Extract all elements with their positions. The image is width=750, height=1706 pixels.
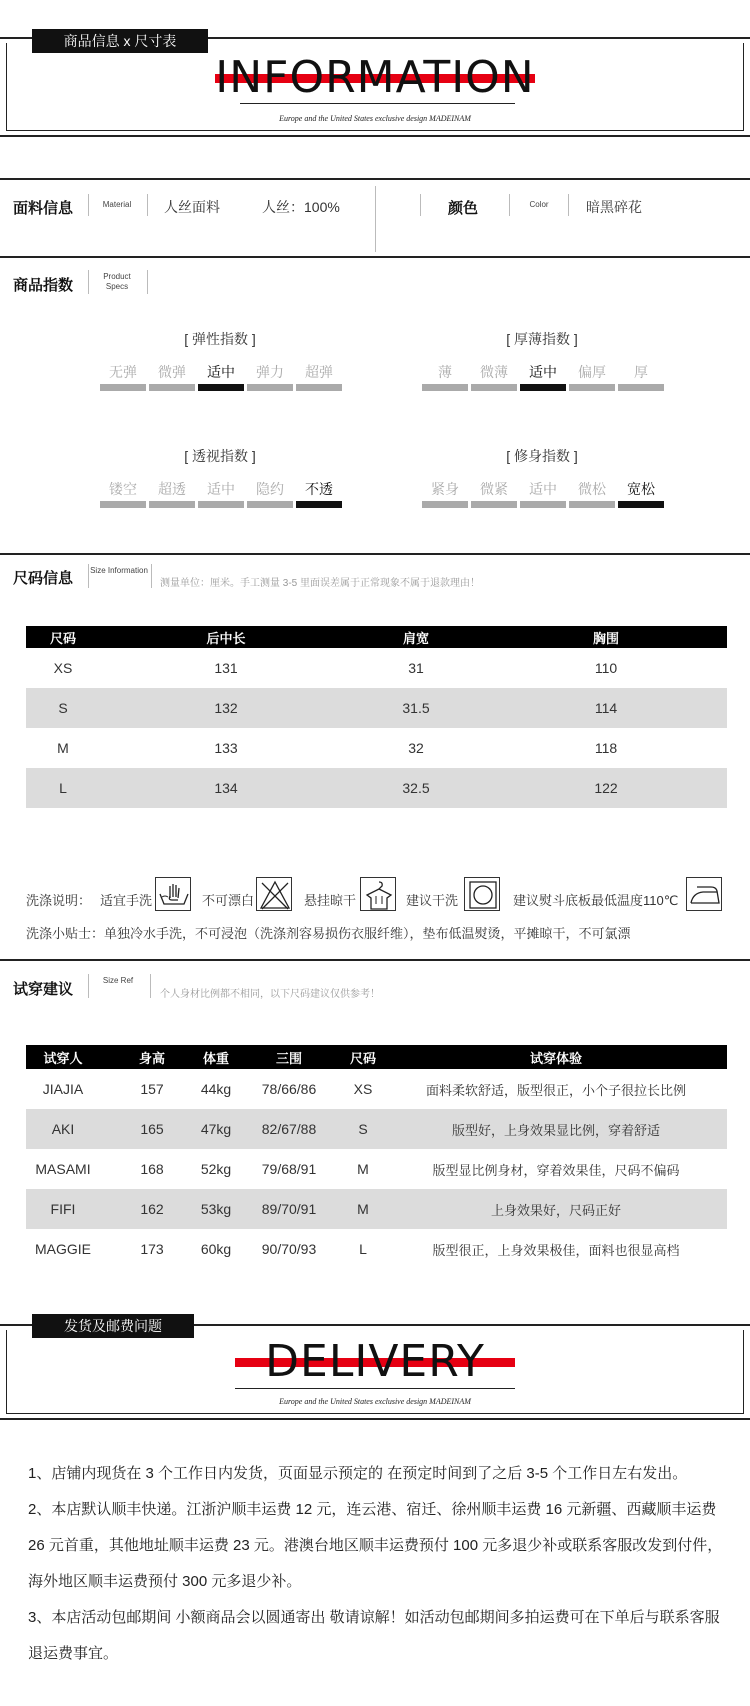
specs-en: Product Specs [103, 272, 131, 291]
table-row [26, 1149, 727, 1189]
care-item: 适宜手洗 [100, 893, 153, 908]
scale-bar [520, 501, 566, 508]
delivery-line: 1、店铺内现货在 3 个工作日内发货，页面显示预定的 在预定时间到了之后 3-5 个工作日左右发出。 [28, 1465, 688, 1482]
table-row [26, 688, 727, 728]
table-cell: 面料柔软舒适，版型很正，小个子很拉长比例 [425, 1082, 686, 1098]
table-cell: 157 [140, 1081, 164, 1097]
table-cell: M [357, 1161, 369, 1177]
specs-title: 商品指数 [13, 277, 74, 294]
scale-option [569, 479, 615, 508]
scale-option-label: 紧身 [431, 481, 459, 497]
scale-option [149, 362, 195, 391]
divider [0, 178, 750, 180]
table-cell: XS [353, 1081, 373, 1097]
delivery-tag: 发货及邮费问题 [32, 1314, 194, 1338]
delivery-banner-word: DELIVERY [265, 1336, 485, 1387]
table-cell: 版型显比例身材，穿着效果佳，尺码不偏码 [432, 1162, 680, 1178]
scale-option [471, 362, 517, 391]
table-cell: 47kg [200, 1121, 232, 1137]
scale-option-label: 适中 [529, 364, 557, 380]
table-cell: XS [53, 660, 73, 676]
size-table [26, 626, 727, 808]
table-cell: M [57, 740, 69, 756]
table-cell: 173 [140, 1241, 164, 1257]
scale-option [520, 479, 566, 508]
table-cell: 165 [140, 1121, 164, 1137]
scale-option [296, 362, 342, 391]
delivery-banner-sub: Europe and the United States exclusive design MADEINAM [279, 1397, 471, 1406]
scale-option [618, 479, 664, 508]
separator [88, 564, 89, 588]
table-cell: M [357, 1201, 369, 1217]
table-row [26, 1229, 727, 1269]
scale-bar [296, 501, 342, 508]
header-cell: 尺码 [349, 1050, 376, 1066]
thickness-title: [ 厚薄指数 ] [506, 331, 578, 347]
info-banner-word: INFORMATION [215, 52, 535, 103]
separator [150, 974, 151, 998]
fabric-name: 人丝面料 [164, 199, 220, 215]
no-bleach-icon [256, 877, 292, 911]
table-cell: 122 [594, 780, 618, 796]
table-cell: MASAMI [35, 1161, 91, 1177]
scale-option-label: 微松 [578, 481, 606, 497]
size-en: Size Information [90, 566, 148, 575]
delivery-line: 3、本店活动包邮期间 小额商品会以圆通寄出 敬请谅解！如活动包邮期间多拍运费可在下单后与联系客服 [28, 1609, 720, 1626]
iron-icon [686, 877, 722, 911]
table-cell: 89/70/91 [261, 1201, 317, 1217]
fit-note: 个人身材比例都不相同，以下尺码建议仅供参考！ [160, 989, 380, 1000]
separator [88, 270, 89, 294]
table-cell: L [359, 1241, 367, 1257]
scale-bar [100, 501, 146, 508]
table-cell: 上身效果好，尺码正好 [490, 1202, 621, 1218]
table-cell: 32.5 [402, 780, 430, 796]
scale-option-label: 适中 [529, 481, 557, 497]
scale-option [149, 479, 195, 508]
table-row [26, 648, 727, 688]
elasticity-title: [ 弹性指数 ] [184, 331, 256, 347]
table-cell: 31 [408, 660, 424, 676]
table-row [26, 728, 727, 768]
scale-option [247, 362, 293, 391]
table-cell: 53kg [200, 1201, 232, 1217]
separator [147, 270, 148, 294]
size-note: 测量单位：厘米。手工测量 3-5 里面误差属于正常现象不属于退款理由！ [160, 578, 481, 589]
scale-option-label: 镂空 [109, 481, 137, 497]
scale-option [100, 362, 146, 391]
table-cell: 168 [140, 1161, 164, 1177]
header-cell: 体重 [202, 1050, 229, 1066]
dry-clean-icon [464, 877, 500, 911]
table-cell: 32 [408, 740, 424, 756]
table-cell: S [358, 1121, 368, 1137]
fabric-composition: 人丝：100% [262, 199, 340, 215]
scale-option [247, 479, 293, 508]
table-cell: 79/68/91 [261, 1161, 317, 1177]
care-item: 悬挂晾干 [304, 893, 357, 908]
table-cell: 162 [140, 1201, 164, 1217]
separator [147, 194, 148, 216]
care-tips: 洗涤小贴士：单独冷水手洗，不可浸泡（洗涤剂容易损伤衣服纤维），垫布低温熨烫，平摊晾干，不可氯漂 [26, 926, 631, 941]
scale-bar [569, 384, 615, 391]
separator [420, 194, 421, 216]
header-cell: 后中长 [206, 630, 246, 646]
table-cell: AKI [51, 1121, 75, 1137]
scale-bar [247, 501, 293, 508]
delivery-line: 退运费事宜。 [28, 1645, 119, 1662]
table-cell: 82/67/88 [261, 1121, 317, 1137]
scale-option-label: 宽松 [627, 481, 655, 497]
scale-bar [100, 384, 146, 391]
scale-option [296, 479, 342, 508]
scale-option-label: 超弹 [305, 364, 333, 380]
table-cell: 132 [214, 700, 238, 716]
divider [0, 959, 750, 961]
scale-option [520, 362, 566, 391]
scale-bar [422, 501, 468, 508]
scale-bar [471, 384, 517, 391]
scale-bar [198, 501, 244, 508]
scale-bar [149, 384, 195, 391]
scale-option-label: 微紧 [480, 481, 508, 497]
header-cell: 身高 [138, 1050, 165, 1066]
delivery-underline [235, 1388, 515, 1389]
delivery-line: 26 元首重，其他地址顺丰运费 23 元。港澳台地区顺丰运费预付 100 元多退少补或联系客服改发到付件， [28, 1537, 723, 1554]
scale-option [198, 362, 244, 391]
table-cell: 118 [594, 740, 618, 756]
separator [88, 974, 89, 998]
scale-option [422, 479, 468, 508]
info-tag: 商品信息 x 尺寸表 [32, 29, 208, 53]
scale-option [100, 479, 146, 508]
care-item: 建议熨斗底板最低温度110℃ [513, 893, 679, 908]
info-underline [240, 103, 515, 104]
delivery-line: 2、本店默认顺丰快递。江浙沪顺丰运费 12 元，连云港、宿迁、徐州顺丰运费 16 元新疆、西藏顺丰运费 [28, 1501, 717, 1518]
scale-bar [296, 384, 342, 391]
scale-option-label: 隐约 [256, 481, 284, 497]
separator [509, 194, 510, 216]
scale-option-label: 无弹 [109, 364, 137, 380]
table-cell: S [58, 700, 68, 716]
header-cell: 尺码 [49, 630, 76, 646]
scale-bar [198, 384, 244, 391]
table-cell: 44kg [200, 1081, 232, 1097]
table-row [26, 1189, 727, 1229]
color-value: 暗黑碎花 [586, 199, 642, 215]
scale-option-label: 偏厚 [578, 364, 606, 380]
table-row [26, 1109, 727, 1149]
table-row [26, 768, 727, 808]
scale-bar [247, 384, 293, 391]
info-banner-sub: Europe and the United States exclusive design MADEINAM [279, 114, 471, 123]
scale-option-label: 微弹 [158, 364, 186, 380]
divider [0, 256, 750, 258]
color-en: Color [529, 200, 549, 209]
scale-option-label: 厚 [634, 364, 648, 380]
table-cell: 131 [214, 660, 238, 676]
scale-bar [569, 501, 615, 508]
table-cell: 78/66/86 [261, 1081, 317, 1097]
scale-option-label: 弹力 [256, 364, 284, 380]
table-cell: JIAJIA [42, 1081, 84, 1097]
scale-bar [422, 384, 468, 391]
header-cell: 胸围 [592, 630, 619, 646]
table-cell: 110 [594, 660, 618, 676]
scale-option-label: 适中 [207, 481, 235, 497]
table-cell: 版型很正，上身效果极佳，面料也很显高档 [432, 1242, 680, 1258]
scale-bar [471, 501, 517, 508]
table-cell: 60kg [200, 1241, 232, 1257]
table-cell: FIFI [50, 1201, 76, 1217]
size-table-header [26, 626, 727, 648]
scale-bar [618, 384, 664, 391]
scale-option [198, 479, 244, 508]
hand-wash-icon [155, 877, 191, 911]
scale-option-label: 微薄 [480, 364, 508, 380]
delivery-paragraph [28, 1456, 728, 1672]
table-cell: MAGGIE [34, 1241, 91, 1257]
fit-table [26, 1045, 727, 1269]
header-cell: 肩宽 [402, 630, 429, 646]
fabric-title: 面料信息 [13, 200, 74, 217]
scale-option-label: 不透 [305, 481, 333, 497]
scale-option [422, 362, 468, 391]
fabric-en: Material [102, 200, 132, 209]
table-cell: L [59, 780, 67, 796]
color-title: 颜色 [448, 200, 479, 217]
separator [88, 194, 89, 216]
separator [568, 194, 569, 216]
scale-option [471, 479, 517, 508]
transparency-title: [ 透视指数 ] [184, 448, 256, 464]
fit-title: 试穿建议 [13, 981, 74, 998]
care-item: 不可漂白 [202, 893, 255, 908]
scale-option [618, 362, 664, 391]
header-cell: 三围 [275, 1050, 302, 1066]
care-label: 洗涤说明： [26, 893, 92, 908]
fit-en: Size Ref [102, 976, 134, 985]
table-row [26, 1069, 727, 1109]
separator [375, 186, 376, 252]
table-cell: 133 [214, 740, 238, 756]
table-cell: 134 [214, 780, 238, 796]
care-item: 建议干洗 [406, 893, 459, 908]
size-title: 尺码信息 [13, 570, 74, 587]
hang-dry-icon [360, 877, 396, 911]
header-cell: 试穿体验 [529, 1050, 582, 1066]
fit-index-title: [ 修身指数 ] [506, 448, 578, 464]
scale-option-label: 薄 [438, 364, 452, 380]
table-cell: 114 [594, 700, 618, 716]
scale-option [569, 362, 615, 391]
table-cell: 版型好，上身效果显比例，穿着舒适 [451, 1122, 660, 1138]
scale-option-label: 超透 [158, 481, 186, 497]
scale-bar [618, 501, 664, 508]
delivery-line: 海外地区顺丰运费预付 300 元多退少补。 [28, 1573, 302, 1590]
scale-option-label: 适中 [207, 364, 235, 380]
table-cell: 52kg [200, 1161, 232, 1177]
table-cell: 31.5 [402, 700, 430, 716]
table-cell: 90/70/93 [261, 1241, 317, 1257]
scale-bar [520, 384, 566, 391]
fit-table-header [26, 1045, 727, 1069]
header-cell: 试穿人 [43, 1050, 83, 1066]
divider [0, 553, 750, 555]
separator [151, 564, 152, 588]
scale-bar [149, 501, 195, 508]
